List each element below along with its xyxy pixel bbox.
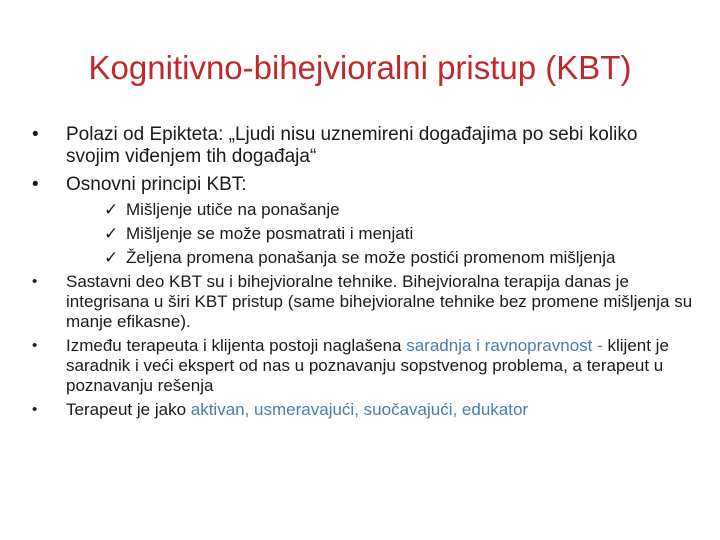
checkmark-icon: ✓	[104, 224, 119, 243]
sub-list-item	[24, 224, 694, 244]
list-item	[24, 124, 694, 168]
checkmark-icon: ✓	[104, 200, 119, 219]
checkmark-icon: ✓	[104, 248, 119, 267]
sub-bullet-text: Mišljenje se može posmatrati i menjati	[126, 224, 414, 243]
bullet-dot-icon: •	[32, 273, 38, 290]
bullet-dot-icon: •	[32, 401, 38, 418]
slide-title: Kognitivno-bihejvioralni pristup (KBT)	[88, 49, 632, 86]
sub-bullet-text: Željena promena ponašanja se može postići promenom mišljenja	[126, 248, 616, 267]
sub-list-item	[24, 248, 694, 268]
bullet-text-part: Terapeut je jako	[66, 400, 191, 419]
bullet-list	[24, 124, 694, 420]
sub-bullet-text: Mišljenje utiče na ponašanje	[126, 200, 340, 219]
highlighted-text: aktivan, usmeravajući, suočavajući, edukator	[190, 400, 529, 419]
sub-list-item	[24, 200, 694, 220]
list-item	[24, 272, 694, 332]
list-item	[24, 336, 694, 396]
list-item	[24, 400, 694, 420]
bullet-dot-icon: •	[32, 337, 38, 354]
list-item	[24, 174, 694, 196]
bullet-text-part: Između terapeuta i klijenta postoji naglašena	[66, 336, 407, 355]
bullet-dot-icon: •	[32, 124, 39, 145]
highlighted-text: saradnja i ravnopravnost -	[406, 336, 608, 355]
bullet-text-part: klijent je saradnik i veći ekspert od nas u poznavanju sopstvenog problema, a terapeut u poznavanju rešenja	[66, 336, 669, 395]
bullet-text: Sastavni deo KBT su i bihejvioralne tehnike. Bihejvioralna terapija danas je integrisana u širi KBT pristup (same bihejvioralne tehnike bez promene mišljenja su manje efikasne).	[66, 272, 693, 331]
bullet-text: Polazi od Epikteta: „Ljudi nisu uznemireni događajima po sebi koliko svojim viđenjem tih događaja“	[66, 124, 638, 167]
bullet-dot-icon: •	[32, 174, 39, 195]
bullet-text: Osnovni principi KBT:	[66, 174, 247, 195]
